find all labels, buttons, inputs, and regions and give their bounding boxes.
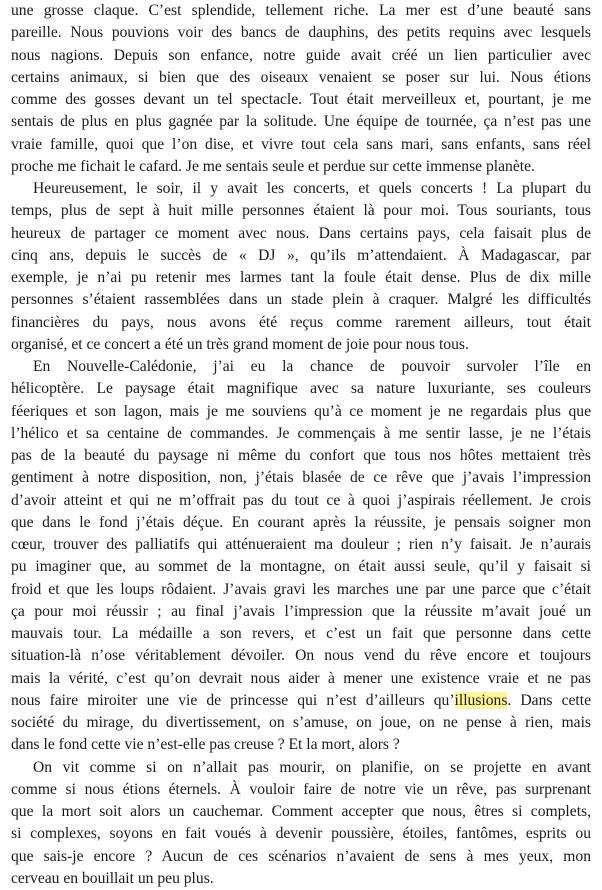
text-line: cerveau en bouillait un peu plus.: [11, 868, 591, 890]
text-line: féeriques et son lagon, mais je me souviens qu’à ce moment je ne regardais plus que: [11, 401, 591, 423]
text-line: financières du pays, nous avons été reçus comme rarement ailleurs, tout était: [11, 312, 591, 334]
text-line: ça pour moi réussir ; au final j’avais l’impression que la réussite m’avait joué un: [11, 601, 591, 623]
text-line: certains animaux, si bien que des oiseaux venaient se poser sur lui. Nous étions: [11, 67, 591, 89]
text-line: que sais-je encore ? Aucun de ces scénarios n’avaient de sens à mes yeux, mon: [11, 846, 591, 868]
text-line: exemple, je n’ai pu retenir mes larmes tant la foule était dense. Plus de dix mille: [11, 267, 591, 289]
text-line: d’avoir atteint et qui ne m’offrait pas du tout ce à quoi j’aspirais réellement. Je crois: [11, 490, 591, 512]
paragraph-1: [11, 0, 591, 178]
text-line: pu imaginer que, au sommet de la montagne, on était aussi seule, qu’il y faisait si: [11, 556, 591, 578]
text-line: proche me fichait le cafard. Je me sentais seule et perdue sur cette immense planète.: [11, 156, 591, 178]
text-line: mais la vérité, c’est qu’on devrait nous aider à mener une existence vraie et ne pas: [11, 668, 591, 690]
text-line: froid et que les loups rôdaient. J’avais gravi les marches une par une parce que c’était: [11, 579, 591, 601]
text-line: que la mort soit alors un cauchemar. Comment accepter que nous, êtres si complets,: [11, 801, 591, 823]
text-line: vraie famille, quoi que l’on dise, et vivre tout cela sans mari, sans enfants, sans réel: [11, 134, 591, 156]
text-line: cœur, trouver des palliatifs qui atténueraient ma douleur ; rien n’y faisait. Je n’aurais: [11, 534, 591, 556]
text-line: Heureusement, le soir, il y avait les concerts, et quels concerts ! La plupart du: [11, 178, 591, 200]
text-line: nous nagions. Depuis son enfance, notre guide avait créé un lien particulier avec: [11, 45, 591, 67]
text-line: dans le fond cette vie n’est-elle pas creuse ? Et la mort, alors ?: [11, 734, 591, 756]
paragraph-2: [11, 178, 591, 356]
text-line: On vit comme si on n’allait pas mourir, on planifie, on se projette en avant: [11, 757, 591, 779]
text-line: cinq ans, depuis le succès de « DJ », qu’ils m’attendaient. À Madagascar, par: [11, 245, 591, 267]
text-line: l’hélico et sa centaine de commandes. Je commençais à me sentir lasse, je ne l’étais: [11, 423, 591, 445]
text-line: une grosse claque. C’est splendide, tellement riche. La mer est d’une beauté sans: [11, 0, 591, 22]
text-line: pas de la beauté du paysage ni même du confort que tous nos hôtes mettaient très: [11, 445, 591, 467]
text-line: situation-là n’ose véritablement dévoiler. On nous vend du rêve encore et toujours: [11, 645, 591, 667]
text-line: pareille. Nous pouvions voir des bancs de dauphins, des petits requins avec lesquels: [11, 22, 591, 44]
text-line: mauvais tour. La médaille a son revers, et c’est un fait que personne dans cette: [11, 623, 591, 645]
highlighted-word: illusions: [455, 692, 508, 709]
paragraph-4: [11, 757, 591, 890]
text-segment: nous faire miroiter une vie de princesse qui n’est d’ailleurs qu’: [11, 692, 455, 709]
text-line: hélicoptère. Le paysage était magnifique avec sa nature luxuriante, ses couleurs: [11, 378, 591, 400]
text-line: si complexes, soyons en fait voués à devenir poussière, étoiles, fantômes, esprits ou: [11, 823, 591, 845]
text-line-with-highlight: [11, 690, 591, 712]
text-line: sentais de plus en plus gagnée par la solitude. Une équipe de tournée, ça n’est pas une: [11, 111, 591, 133]
text-line: comme des gosses devant un tel spectacle. Tout était merveilleux et, pourtant, je me: [11, 89, 591, 111]
text-line: comme si nous étions éternels. À vouloir faire de notre vie un rêve, pas surprenant: [11, 779, 591, 801]
page-text: [11, 0, 591, 890]
text-segment: . Dans cette: [507, 692, 591, 709]
text-line: temps, plus de sept à huit mille personnes étaient là pour moi. Tous souriants, tous: [11, 200, 591, 222]
paragraph-3: [11, 356, 591, 757]
text-line: heureux de partager ce moment avec nous. Dans certains pays, cela faisait plus de: [11, 223, 591, 245]
text-line: que dans le fond j’étais déçue. En courant après la réussite, je pensais soigner mon: [11, 512, 591, 534]
text-line: société du mirage, du divertissement, on s’amuse, on joue, on ne pense à rien, mais: [11, 712, 591, 734]
text-line: En Nouvelle-Calédonie, j’ai eu la chance de pouvoir survoler l’île en: [11, 356, 591, 378]
text-line: personnes s’étaient rassemblées dans un stade plein à craquer. Malgré les difficultés: [11, 289, 591, 311]
text-line: gentiment à notre disposition, non, j’étais blasée de ce rêve que j’avais l’impression: [11, 467, 591, 489]
text-line: organisé, et ce concert a été un très grand moment de joie pour nous tous.: [11, 334, 591, 356]
